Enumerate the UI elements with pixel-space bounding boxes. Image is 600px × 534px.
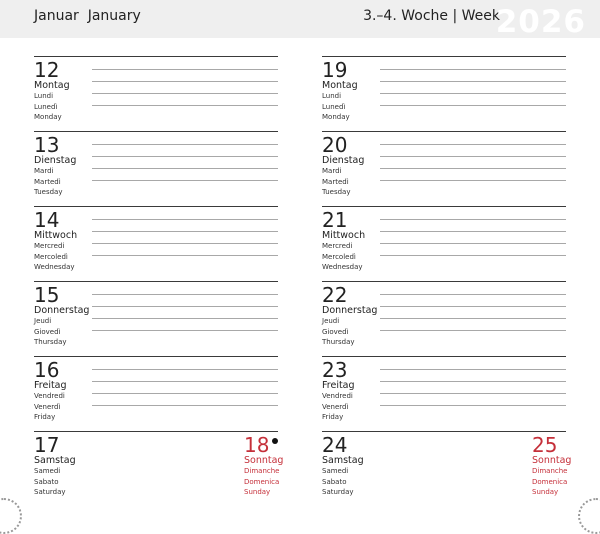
- writing-line[interactable]: [380, 381, 566, 382]
- writing-line[interactable]: [380, 105, 566, 106]
- day-block: [322, 206, 566, 271]
- day-name-fr: Jeudi: [322, 317, 340, 325]
- day-block: [322, 56, 566, 121]
- day-number: 15: [34, 283, 60, 307]
- day-name: Mittwoch: [34, 230, 78, 241]
- day-name: Donnerstag: [34, 305, 90, 316]
- day-name-en: Monday: [34, 113, 62, 121]
- day-name-en: Saturday: [322, 488, 354, 496]
- writing-line[interactable]: [380, 231, 566, 232]
- day-name-fr: Vendredi: [322, 392, 353, 400]
- day-name-it: Lunedì: [322, 103, 346, 111]
- day-name-en: Thursday: [322, 338, 355, 346]
- writing-line[interactable]: [92, 405, 278, 406]
- day-block: [34, 56, 278, 121]
- writing-line[interactable]: [380, 69, 566, 70]
- writing-line[interactable]: [92, 243, 278, 244]
- day-name-fr: Vendredi: [34, 392, 65, 400]
- writing-line[interactable]: [380, 156, 566, 157]
- writing-line[interactable]: [92, 231, 278, 232]
- year-label: 2026: [495, 4, 586, 40]
- writing-line[interactable]: [92, 330, 278, 331]
- day-number: 14: [34, 208, 60, 232]
- day-name: Samstag: [322, 455, 364, 466]
- day-name-it: Sabato: [34, 478, 59, 486]
- day-name-fr: Samedi: [322, 467, 349, 475]
- writing-line[interactable]: [92, 294, 278, 295]
- sunday-number: 18: [244, 433, 270, 457]
- writing-line[interactable]: [380, 318, 566, 319]
- week-label: 3.–4. Woche | Week: [363, 8, 500, 24]
- writing-line[interactable]: [92, 369, 278, 370]
- writing-line[interactable]: [380, 369, 566, 370]
- sunday-name-en: Sunday: [532, 488, 559, 496]
- writing-line[interactable]: [92, 318, 278, 319]
- day-block: [34, 206, 278, 271]
- day-number: 22: [322, 283, 348, 307]
- writing-line[interactable]: [380, 144, 566, 145]
- sunday-name-fr: Dimanche: [244, 467, 280, 475]
- day-number: 19: [322, 58, 348, 82]
- writing-line[interactable]: [92, 255, 278, 256]
- day-name-fr: Mercredi: [322, 242, 353, 250]
- page-header: [0, 0, 600, 38]
- sunday-name-en: Sunday: [244, 488, 271, 496]
- day-name: Freitag: [34, 380, 67, 391]
- writing-line[interactable]: [380, 219, 566, 220]
- writing-line[interactable]: [92, 69, 278, 70]
- binding-ring-right: [578, 498, 600, 534]
- day-name-it: Giovedì: [34, 328, 61, 336]
- day-name-it: Martedì: [322, 178, 349, 186]
- sunday-name-fr: Dimanche: [532, 467, 568, 475]
- day-name-en: Friday: [322, 413, 344, 421]
- moon-phase-icon: [272, 438, 278, 444]
- writing-line[interactable]: [380, 294, 566, 295]
- day-name-it: Sabato: [322, 478, 347, 486]
- writing-line[interactable]: [92, 81, 278, 82]
- writing-line[interactable]: [92, 381, 278, 382]
- writing-line[interactable]: [92, 180, 278, 181]
- writing-line[interactable]: [380, 306, 566, 307]
- writing-line[interactable]: [380, 243, 566, 244]
- day-number: 20: [322, 133, 348, 157]
- day-block: [322, 356, 566, 421]
- binding-ring-left: [0, 498, 22, 534]
- day-name: Montag: [34, 80, 70, 91]
- day-block: [322, 281, 566, 346]
- day-number: 16: [34, 358, 60, 382]
- writing-line[interactable]: [92, 393, 278, 394]
- sunday-name: Sonntag: [244, 455, 284, 466]
- day-name-fr: Mercredi: [34, 242, 65, 250]
- sunday-name-it: Domenica: [532, 478, 568, 486]
- day-name: Freitag: [322, 380, 355, 391]
- day-name: Samstag: [34, 455, 76, 466]
- day-name-en: Wednesday: [322, 263, 363, 271]
- day-name: Mittwoch: [322, 230, 366, 241]
- day-block: [322, 131, 566, 196]
- writing-line[interactable]: [92, 168, 278, 169]
- writing-line[interactable]: [92, 93, 278, 94]
- weekend-block: [34, 431, 284, 502]
- day-name: Dienstag: [34, 155, 77, 166]
- day-name: Montag: [322, 80, 358, 91]
- day-name-en: Wednesday: [34, 263, 75, 271]
- day-number: 13: [34, 133, 60, 157]
- day-name-it: Venerdì: [34, 403, 61, 411]
- day-number: 12: [34, 58, 60, 82]
- sunday-number: 25: [532, 433, 558, 457]
- writing-line[interactable]: [380, 81, 566, 82]
- writing-line[interactable]: [380, 255, 566, 256]
- writing-line[interactable]: [380, 330, 566, 331]
- day-name-fr: Lundi: [34, 92, 54, 100]
- weekend-block: [322, 431, 572, 502]
- day-name-it: Mercoledì: [322, 253, 356, 261]
- day-name-fr: Samedi: [34, 467, 61, 475]
- day-name-fr: Mardi: [34, 167, 54, 175]
- writing-line[interactable]: [92, 306, 278, 307]
- day-name-en: Tuesday: [34, 188, 63, 196]
- day-name-en: Thursday: [34, 338, 67, 346]
- writing-line[interactable]: [92, 219, 278, 220]
- writing-line[interactable]: [92, 105, 278, 106]
- day-block: [34, 281, 278, 346]
- day-name-en: Friday: [34, 413, 56, 421]
- sunday-name-it: Domenica: [244, 478, 280, 486]
- writing-line[interactable]: [380, 393, 566, 394]
- day-name-it: Lunedì: [34, 103, 58, 111]
- day-name-it: Giovedì: [322, 328, 349, 336]
- writing-line[interactable]: [380, 405, 566, 406]
- sunday-name: Sonntag: [532, 455, 572, 466]
- writing-line[interactable]: [380, 93, 566, 94]
- writing-line[interactable]: [380, 168, 566, 169]
- day-name-en: Monday: [322, 113, 350, 121]
- day-name: Dienstag: [322, 155, 365, 166]
- day-number: 17: [34, 433, 60, 457]
- month-title: Januar January: [34, 8, 141, 24]
- day-name-it: Martedì: [34, 178, 61, 186]
- day-name-it: Venerdì: [322, 403, 349, 411]
- day-block: [34, 356, 278, 421]
- day-number: 24: [322, 433, 348, 457]
- day-name-fr: Mardi: [322, 167, 342, 175]
- day-name-it: Mercoledì: [34, 253, 68, 261]
- day-number: 23: [322, 358, 348, 382]
- writing-line[interactable]: [92, 156, 278, 157]
- writing-line[interactable]: [380, 180, 566, 181]
- day-name-en: Tuesday: [322, 188, 351, 196]
- writing-line[interactable]: [92, 144, 278, 145]
- day-name-fr: Lundi: [322, 92, 342, 100]
- day-number: 21: [322, 208, 348, 232]
- day-name-fr: Jeudi: [34, 317, 52, 325]
- day-name: Donnerstag: [322, 305, 378, 316]
- day-block: [34, 131, 278, 196]
- day-name-en: Saturday: [34, 488, 66, 496]
